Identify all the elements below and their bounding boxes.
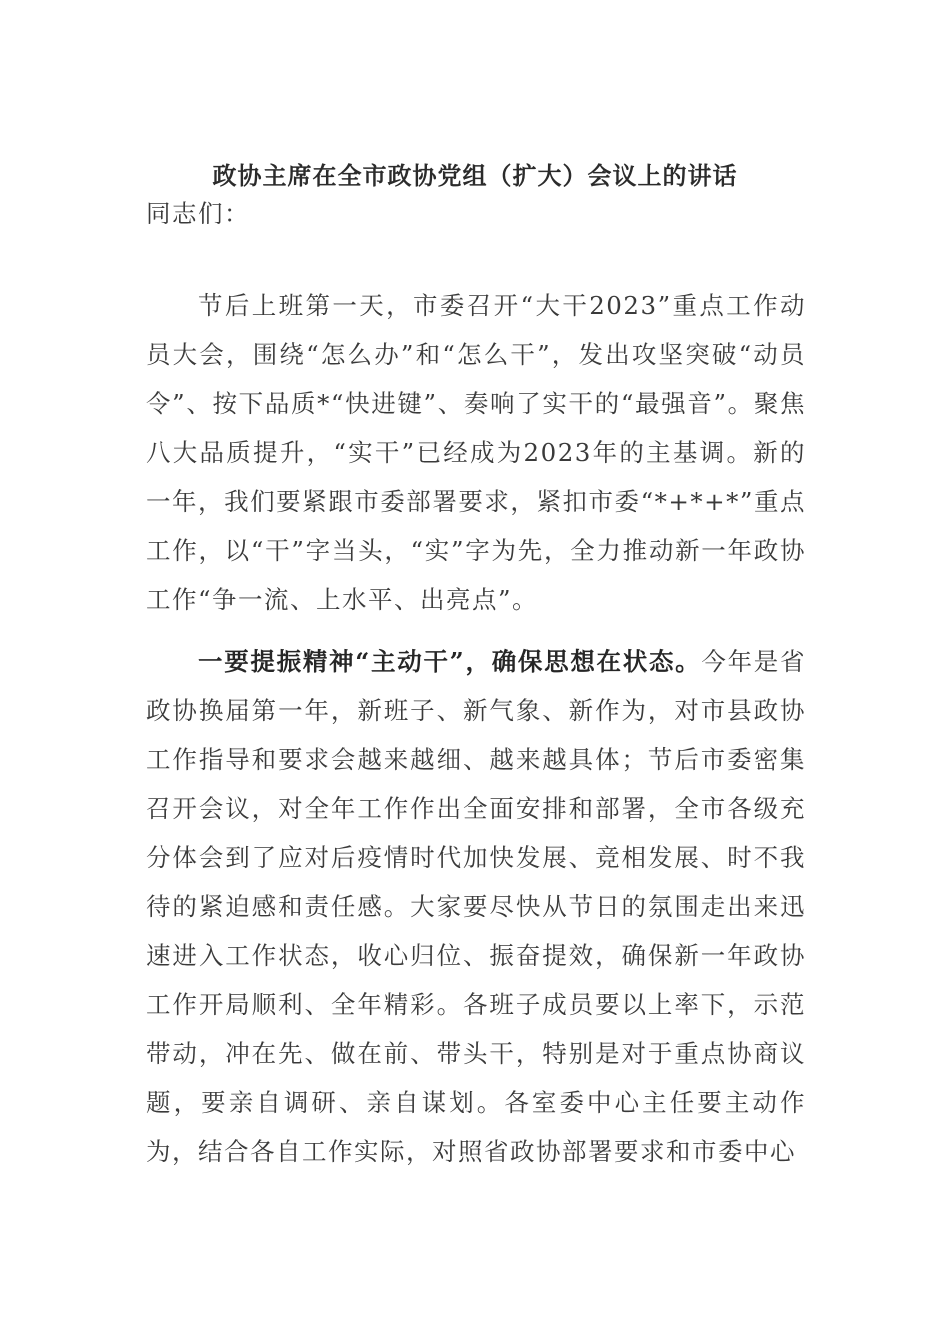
paragraph-intro: 节后上班第一天，市委召开“大干2023”重点工作动员大会，围绕“怎么办”和“怎么干”，发出攻坚突破“动员令”、按下品质*“快进键”、奏响了实干的“最强音”。聚焦八大品质提升，“实干”已经成为2023年的主基调。新的一年，我们要紧跟市委部署要求，紧扣市委“*+*+*”重点工作，以“干”字当头，“实”字为先，全力推动新一年政协工作“争一流、上水平、出亮点”。 <box>146 291 806 614</box>
paragraph-point-one-heading: 一要提振精神“主动干”，确保思想在状态。 <box>198 647 702 676</box>
paragraph-point-one <box>146 637 806 1176</box>
document-title: 政协主席在全市政协党组（扩大）会议上的讲话 <box>212 161 738 190</box>
paragraph-point-one-body: 今年是省政协换届第一年，新班子、新气象、新作为，对市县政协工作指导和要求会越来越细、越来越具体；节后市委密集召开会议，对全年工作作出全面安排和部署，全市各级充分体会到了应对后疫情时代加快发展、竞相发展、时不我待的紧迫感和责任感。大家要尽快从节日的氛围走出来迅速进入工作状态，收心归位、振奋提效，确保新一年政协工作开局顺利、全年精彩。各班子成员要以上率下，示范带动，冲在先、做在前、带头干，特别是对于重点协商议题，要亲自调研、亲自谋划。各室委中心主任要主动作为，结合各自工作实际，对照省政协部署要求和市委中心 <box>146 647 807 1166</box>
salutation: 同志们： <box>146 199 250 228</box>
